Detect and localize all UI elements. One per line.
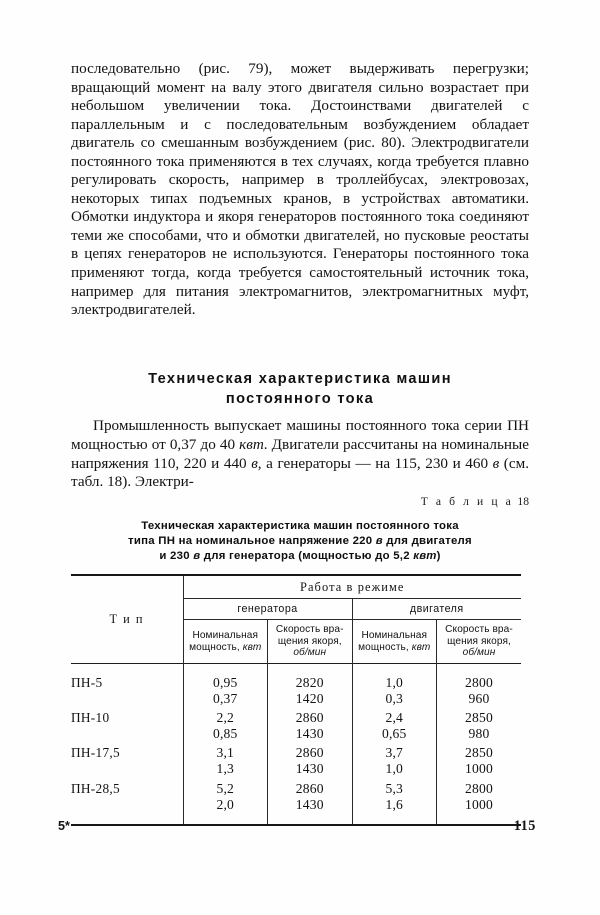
- header-generator-power-line-2: мощность, квт: [189, 641, 262, 653]
- cell-gen-speed: 2860: [268, 778, 353, 797]
- cell-motor-power: 1,6: [352, 797, 437, 813]
- cell-motor-power: 1,0: [352, 672, 437, 691]
- body-paragraph: последовательно (рис. 79), может выдерживать перегрузки; вращающий момент на валу этого двигателя сильно возрастает при небольшом увеличении тока. Достоинствами двигателей с параллельным и с последовательным возбуждением обладает двигатель со смешанным возбуждением (рис. 80). Электродвигатели постоянного тока применяются в тех случаях, когда требуется плавно регулировать скорость, например в троллейбусах, электровозах, некоторых типах подъемных кранов, в устройствах автоматики. Обмотки индуктора и якоря генераторов постоянного тока соединяют теми же способами, что и обмотки двигателей, но пусковые реостаты в цепях генераторов не используются. Генераторы постоянного тока применяют тогда, когда требуется самостоятельный источник тока, например для питания электромагнитов, электромагнитных муфт, электродвигателей.: [71, 60, 529, 319]
- table-number-value: 18: [517, 495, 529, 508]
- cell-motor-power: 5,3: [352, 778, 437, 797]
- header-cell-mode-motor: двигателя: [352, 599, 521, 620]
- table-row: [71, 778, 521, 797]
- cell-type: ПН-28,5: [71, 778, 183, 797]
- header-motor-speed-line-3: об/мин: [462, 647, 496, 659]
- cell-gen-speed: 2860: [268, 707, 353, 726]
- cell-gen-power: 2,2: [183, 707, 268, 726]
- table-row: [71, 707, 521, 726]
- cell-type: ПН-10: [71, 707, 183, 726]
- cell-type: [71, 726, 183, 742]
- header-motor-speed-line-1: Скорость вра-: [445, 624, 513, 636]
- cell-motor-speed: 2800: [465, 675, 493, 690]
- table-header: [71, 576, 521, 664]
- machine-characteristics-table: [71, 576, 521, 824]
- cell-motor-speed: 2800: [465, 780, 493, 796]
- cell-motor-power: 1,0: [352, 761, 437, 777]
- cell-gen-speed: 2860: [268, 742, 353, 761]
- table-caption: [71, 519, 529, 564]
- cell-motor-power: 3,7: [352, 742, 437, 761]
- cell-gen-power: 3,1: [183, 742, 268, 761]
- table-row: [71, 761, 521, 777]
- cell-motor-power: 0,65: [352, 726, 437, 742]
- cell-motor-power: 0,3: [352, 691, 437, 707]
- header-generator-power-line-1: Номинальная: [192, 629, 259, 641]
- header-cell-mode-span: Работа в режиме: [183, 576, 521, 599]
- header-cell-generator-speed: [268, 620, 353, 664]
- header-cell-type: Т и п: [71, 576, 183, 664]
- table-container: [71, 574, 521, 826]
- cell-gen-power: 0,85: [183, 726, 268, 742]
- cell-gen-speed: 1420: [268, 691, 353, 707]
- cell-gen-power: 0,37: [183, 691, 268, 707]
- header-cell-motor-power: [352, 620, 437, 664]
- header-generator-speed-line-1: Скорость вра-: [275, 624, 344, 636]
- cell-gen-power: 5,2: [183, 778, 268, 797]
- table-caption-line-1: Техническая характеристика машин постоянного тока: [141, 520, 459, 532]
- cell-motor-speed: 980: [468, 726, 490, 742]
- header-generator-speed-line-3: об/мин: [293, 647, 327, 659]
- header-motor-speed-line-2: щения якоря,: [447, 635, 511, 647]
- cell-gen-speed: 2820: [268, 672, 353, 691]
- cell-gen-power: 0,95: [183, 672, 268, 691]
- table-caption-line-3: и 230 в для генератора (мощностью до 5,2 квт): [159, 550, 441, 562]
- intro-text-block: [71, 417, 529, 492]
- page-number: 115: [513, 818, 536, 834]
- body-text-block: [71, 60, 529, 320]
- cell-type: [71, 761, 183, 777]
- cell-motor-speed: 2850: [465, 710, 493, 726]
- table-body-top-spacer: [71, 664, 521, 672]
- table-header-row-mode: [71, 576, 521, 599]
- table-row: [71, 797, 521, 813]
- table-row: [71, 726, 521, 742]
- table-row: [71, 672, 521, 691]
- cell-motor-speed: 2850: [465, 745, 493, 761]
- section-heading-line-2: постоянного тока: [225, 391, 375, 407]
- cell-type: ПН-5: [71, 672, 183, 691]
- cell-type: [71, 691, 183, 707]
- signature-mark: 5*: [58, 819, 70, 833]
- table-row: [71, 691, 521, 707]
- header-generator-speed-line-2: щения якоря,: [277, 635, 342, 647]
- cell-motor-power: 2,4: [352, 707, 437, 726]
- cell-gen-speed: 1430: [268, 726, 353, 742]
- header-motor-power-line-2: мощность, квт: [358, 641, 431, 653]
- header-cell-generator-power: [183, 620, 268, 664]
- table-number-line: [71, 495, 529, 508]
- table-body: [71, 664, 521, 824]
- intro-paragraph: Промышленность выпускает машины постоянного тока серии ПН мощностью от 0,37 до 40 квт. Двигатели рассчитаны на номинальные напряжения 110, 220 и 440 в, а генераторы — на 115, 230 и 460 в (см. табл. 18). Электри-: [71, 417, 529, 491]
- cell-gen-speed: 1430: [268, 761, 353, 777]
- section-heading: [71, 369, 529, 409]
- cell-type: [71, 797, 183, 813]
- header-cell-mode-generator: генератора: [183, 599, 352, 620]
- table-number-label: Т а б л и ц а: [420, 495, 514, 508]
- cell-gen-speed: 1430: [268, 797, 353, 813]
- section-heading-line-1: Техническая характеристика машин: [148, 371, 452, 387]
- cell-gen-power: 1,3: [183, 761, 268, 777]
- header-cell-motor-speed: [437, 620, 522, 664]
- cell-motor-speed: 960: [468, 691, 490, 707]
- cell-motor-speed: 1000: [465, 796, 493, 812]
- cell-gen-power: 2,0: [183, 797, 268, 813]
- header-motor-power-line-1: Номинальная: [361, 629, 428, 641]
- cell-motor-speed: 1000: [465, 761, 493, 777]
- table-caption-line-2: типа ПН на номинальное напряжение 220 в для двигателя: [128, 535, 472, 547]
- table-row: [71, 742, 521, 761]
- cell-type: ПН-17,5: [71, 742, 183, 761]
